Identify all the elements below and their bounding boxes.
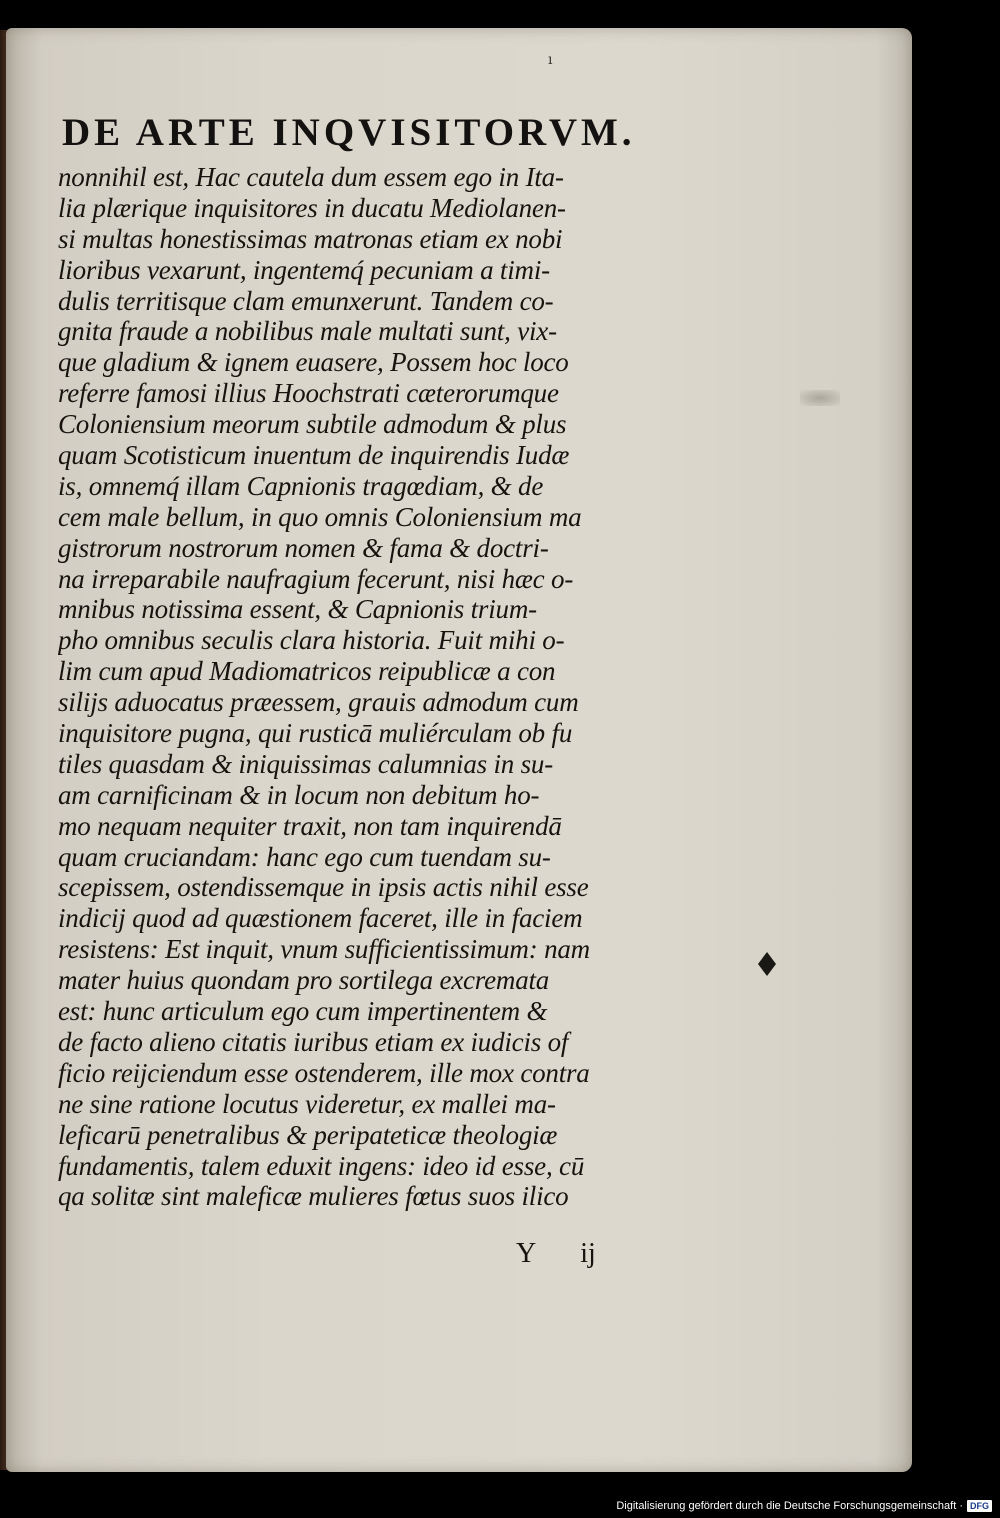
text-line: fundamentis, talem eduxit ingens: ideo id esse, cū: [58, 1150, 585, 1181]
text-line: silijs aduocatus præessem, grauis admodum cum: [58, 687, 579, 718]
margin-mark: ı: [548, 52, 553, 68]
signature-mark: [516, 1238, 640, 1270]
text-line: ne sine ratione locutus videretur, ex mallei ma-: [58, 1088, 556, 1119]
text-line: mater huius quondam pro sortilega excremata: [58, 965, 550, 996]
margin-diamond-icon: [758, 952, 776, 964]
funding-credit: [616, 1500, 992, 1512]
text-line: gnita fraude a nobilibus male multati sunt, vix-: [58, 316, 557, 347]
text-line: lioribus vexarunt, ingentemq́ pecuniam a timi-: [58, 254, 550, 285]
text-line: am carnificinam & in locum non debitum ho-: [58, 779, 540, 810]
signature-number: ij: [580, 1238, 596, 1269]
text-line: indicij quod ad quæstionem faceret, ille in faciem: [58, 903, 583, 934]
text-line: que gladium & ignem euasere, Possem hoc loco: [58, 347, 569, 378]
text-line: scepissem, ostendissemque in ipsis actis nihil esse: [58, 872, 589, 903]
text-line: tiles quasdam & iniquissimas calumnias in su-: [58, 748, 554, 779]
text-line: qa solitæ sint maleficæ mulieres fœtus suos ilico: [58, 1181, 569, 1212]
text-line: inquisitore pugna, qui rusticā muliérculam ob fu: [58, 718, 573, 749]
text-line: ficio reijciendum esse ostenderem, ille mox contra: [58, 1057, 590, 1088]
paper-smudge: [800, 390, 840, 406]
text-line: gistrorum nostrorum nomen & fama & doctri-: [58, 532, 549, 563]
text-line: na irreparabile naufragium fecerunt, nisi hæc o-: [58, 563, 574, 594]
signature-letter: Y: [516, 1238, 537, 1269]
text-line: mnibus notissima essent, & Capnionis trium-: [58, 594, 537, 625]
text-line: leficarū penetralibus & peripateticæ theologiæ: [58, 1119, 558, 1150]
text-line: est: hunc articulum ego cum impertinentem &: [58, 996, 548, 1027]
credit-text: Digitalisierung gefördert durch die Deutsche Forschungsgemeinschaft ·: [616, 1500, 963, 1512]
text-line: Coloniensium meorum subtile admodum & plus: [58, 409, 567, 440]
text-line: de facto alieno citatis iuribus etiam ex iudicis of: [58, 1026, 569, 1057]
text-line: dulis territisque clam emunxerunt. Tandem co-: [58, 285, 554, 316]
text-line: lia plærique inquisitores in ducatu Mediolanen-: [58, 192, 566, 223]
text-line: resistens: Est inquit, vnum sufficientissimum: nam: [58, 934, 590, 965]
text-line: referre famosi illius Hoochstrati cæterorumque: [58, 378, 559, 409]
text-line: nonnihil est, Hac cautela dum essem ego in Ita-: [58, 162, 564, 192]
text-line: si multas honestissimas matronas etiam ex nobi: [58, 223, 563, 254]
text-line: cem male bellum, in quo omnis Coloniensium ma: [58, 501, 582, 532]
running-head: DE ARTE INQVISITORVM.: [62, 111, 636, 154]
text-line: lim cum apud Madiomatricos reipublicæ a con: [58, 656, 556, 687]
text-line: is, omnemq́ illam Capnionis tragœdiam, & de: [58, 470, 544, 501]
dfg-logo-icon: DFG: [967, 1500, 992, 1512]
text-line: pho omnibus seculis clara historia. Fuit mihi o-: [58, 625, 565, 656]
text-line: quam cruciandam: hanc ego cum tuendam su-: [58, 841, 551, 872]
body-text: [58, 162, 698, 1212]
text-line: mo nequam nequiter traxit, non tam inquirendā: [58, 810, 562, 841]
text-line: quam Scotisticum inuentum de inquirendis Iudæ: [58, 440, 570, 471]
